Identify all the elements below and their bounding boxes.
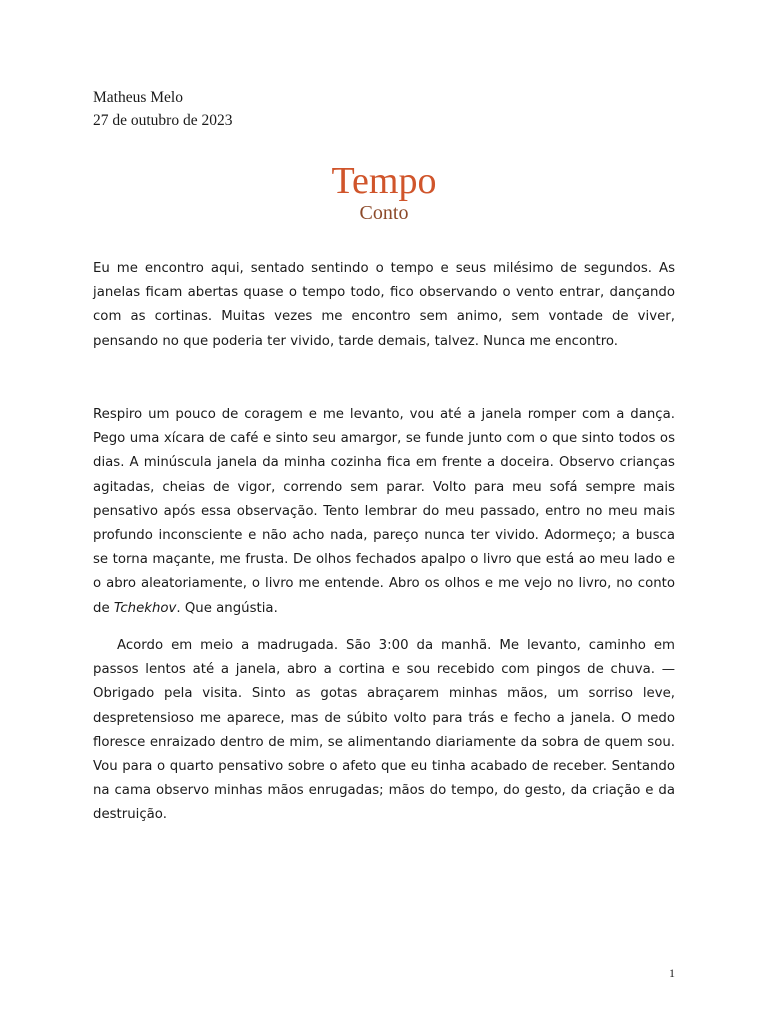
title-block xyxy=(0,160,768,224)
paragraph-2-ending: . Que angústia. xyxy=(176,600,278,616)
author-name: Matheus Melo xyxy=(93,89,183,106)
paragraph-2 xyxy=(93,403,675,621)
story-title: Tempo xyxy=(331,160,437,202)
paragraph-3: Acordo em meio a madrugada. São 3:00 da manhã. Me levanto, caminho em passos lentos até a janela, abro a cortina e sou recebido com pingos de chuva. — Obrigado pela visita. Sinto as gotas abraçarem minhas mãos, um sorriso leve, despretensioso me aparece, mas de súbito volto para trás e fecho a janela. O medo floresce enraizado dentro de mim, se alimentando diariamente da sobra de quem sou. Vou para o quarto pensativo sobre o afeto que eu tinha acabado de receber. Sentando na cama observo minhas mãos enrugadas; mãos do tempo, do gesto, da criação e da destruição. xyxy=(93,638,675,823)
page-number: 1 xyxy=(669,966,675,980)
author-reference: Tchekhov xyxy=(113,600,177,616)
paragraph-2-text: Respiro um pouco de coragem e me levanto, vou até a janela romper com a dança. Pego uma xícara de café e sinto seu amargor, se funde junto com o que sinto todos os dias. A minúscula janela da minha cozinha fica em frente a doceira. Observo crianças agitadas, cheias de vigor, correndo sem parar. Volto para meu sofá sempre mais pensativo após essa observação. Tento lembrar do meu passado, entro no meu mais profundo inconsciente e não acho nada, pareço nunca ter vivido. Adormeço; a busca se torna maçante, me frusta. De olhos fechados apalpo o livro que está ao meu lado e o abro aleatoriamente, o livro me entende. Abro os olhos e me vejo no livro, no conto de xyxy=(93,407,675,616)
document-date: 27 de outubro de 2023 xyxy=(93,112,233,129)
story-subtitle: Conto xyxy=(359,202,409,224)
document-header xyxy=(93,86,232,132)
paragraph-1: Eu me encontro aqui, sentado sentindo o tempo e seus milésimo de segundos. As janelas ficam abertas quase o tempo todo, fico observando o vento entrar, dançando com as cortinas. Muitas vezes me encontro sem animo, sem vontade de viver, pensando no que poderia ter vivido, tarde demais, talvez. Nunca me encontro. xyxy=(93,261,675,349)
